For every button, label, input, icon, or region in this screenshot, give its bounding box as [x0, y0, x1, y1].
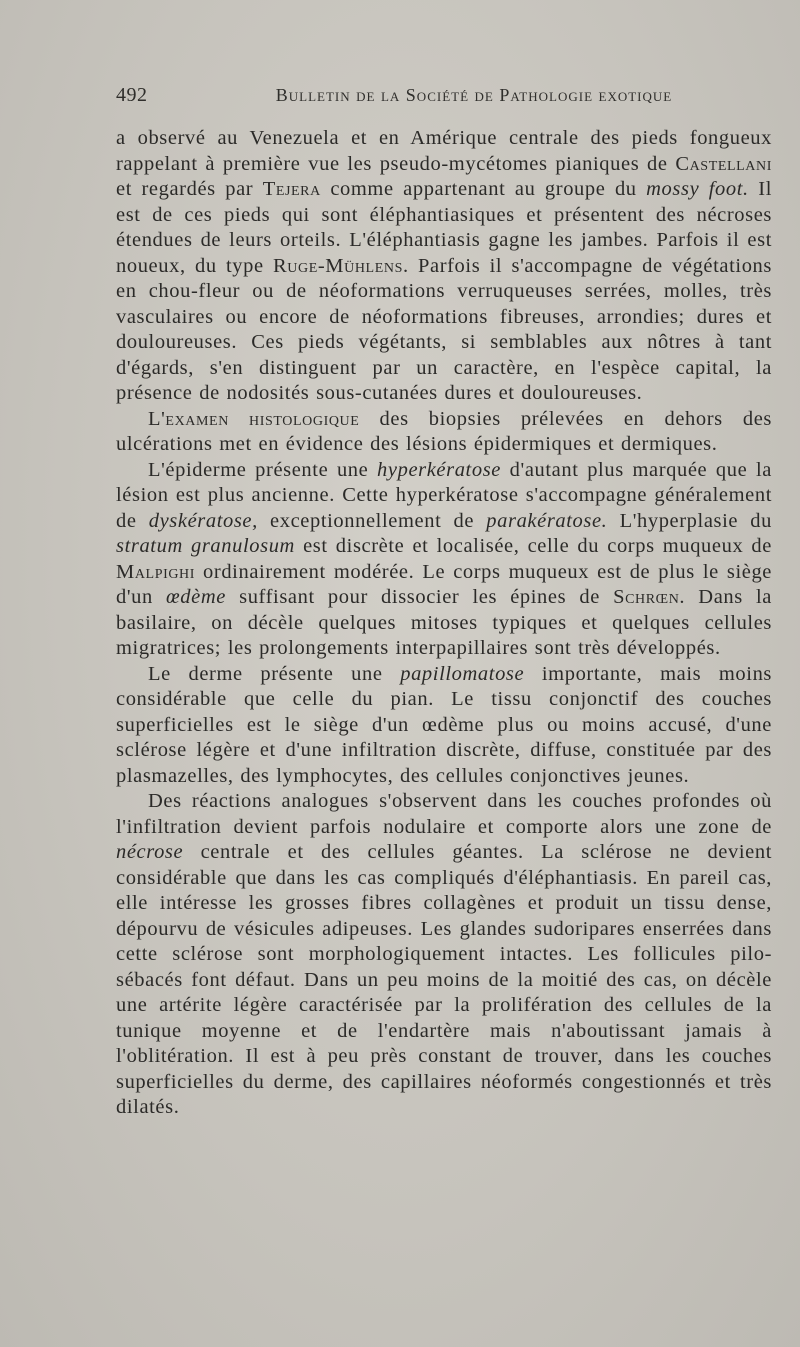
- document-page: [116, 84, 772, 1121]
- text-segment: Dans la basilaire, on décèle quelques mitoses typiques et quelques cellules migratrices; les prolongements interpapillaires sont très développés.: [116, 586, 772, 659]
- italic-term: œdème: [166, 586, 226, 608]
- text-segment: importante, mais moins considérable que celle du pian. Le tissu conjonctif des couches superficielles est le siège d'un œdème plus ou moins accusé, d'une sclérose légère et d'une infiltration discrète, diffuse, constituée par des plasmazelles, des lymphocytes, des cellules conjonctives jeunes.: [116, 662, 772, 787]
- paragraph-4: [116, 662, 772, 790]
- paragraph-3: [116, 458, 772, 662]
- text-segment: L'épiderme présente une: [148, 458, 378, 481]
- italic-term: hyperkératose: [377, 458, 501, 481]
- section-lead: L'examen histologique: [148, 407, 360, 430]
- author-name: Ruge-Mühlens.: [273, 254, 409, 277]
- paragraph-2: [116, 407, 772, 458]
- italic-term: mossy foot.: [646, 178, 749, 200]
- text-segment: centrale et des cellules géantes. La sclérose ne devient considérable que dans les cas compliqués d'éléphantiasis. En pareil cas, elle intéresse les grosses fibres collagènes et produit un tissu dense, dépourvu de vésicules adipeuses. Les glandes sudoripares enserrées dans cette sclérose sont morphologiquement intactes. Les follicules pilo-sébacés font défaut. Dans un peu moins de la moitié des cas, on décèle une artérite légère caractérisée par la prolifération des cellules de la tunique moyenne et de l'endartère mais n'aboutissant jamais à l'oblitération. Il est à peu près constant de trouver, dans les couches superficielles du derme, des capillaires néoformés congestionnés et très dilatés.: [116, 841, 772, 1118]
- text-segment: Parfois il s'accompagne de végétations en chou-fleur ou de néoformations verruqueuses serrées, molles, très vasculaires ou encore de néoformations fibreuses, arrondies; dures et douloureuses. Ces pieds végétants, si semblables aux nôtres à tant d'égards, s'en distinguent par un caractère, en l'espèce capital, la présence de nodosités sous-cutanées dures et douloureuses.: [116, 254, 772, 404]
- text-segment: comme appartenant au groupe du: [320, 178, 647, 200]
- running-title: Bulletin de la Société de Pathologie exotique: [275, 85, 673, 105]
- italic-term: parakératose.: [486, 509, 608, 532]
- text-segment: L'hyperplasie du: [607, 509, 772, 532]
- text-segment: a observé au Venezuela et en Amérique centrale des pieds fongueux rappelant à première vue les pseudo-mycétomes pianiques de: [116, 127, 772, 175]
- italic-term: dyskératose,: [148, 509, 258, 532]
- text-segment: Il est de ces pieds qui sont éléphantiasiques et présentent des nécroses étendues de leurs orteils. L'éléphantiasis gagne les jambes. Parfois il est noueux, du type: [116, 178, 773, 277]
- text-segment: suffisant pour dissocier les épines de: [225, 586, 614, 608]
- page-header: [116, 84, 772, 114]
- text-segment: des biopsies prélevées en dehors des ulcérations met en évidence des lésions épidermiques et dermiques.: [116, 407, 772, 455]
- italic-term: stratum granulosum: [116, 535, 295, 557]
- text-segment: ordinairement modérée. Le corps muqueux est de plus le siège d'un: [116, 560, 772, 608]
- text-segment: Le derme présente une: [148, 662, 401, 685]
- text-segment: exceptionnellement de: [257, 509, 487, 532]
- italic-term: nécrose: [116, 841, 184, 863]
- author-name: Malpighi: [116, 560, 196, 583]
- author-name: Castellani: [675, 152, 772, 175]
- page-number: 492: [116, 84, 148, 106]
- paragraph-1: [116, 126, 772, 407]
- author-name: Tejera: [262, 178, 321, 200]
- paragraph-5: [116, 789, 772, 1121]
- author-name: Schrœn.: [613, 586, 686, 608]
- italic-term: papillomatose: [400, 662, 525, 685]
- text-segment: d'autant plus marquée que la lésion est plus ancienne. Cette hyperkératose s'accompagne généralement de: [116, 458, 772, 532]
- text-segment: Des réactions analogues s'observent dans les couches profondes où l'infiltration devient parfois nodulaire et comporte alors une zone de: [116, 790, 772, 838]
- body-text: [116, 126, 772, 1121]
- text-segment: et regardés par: [116, 178, 263, 200]
- text-segment: est discrète et localisée, celle du corps muqueux de: [294, 535, 772, 557]
